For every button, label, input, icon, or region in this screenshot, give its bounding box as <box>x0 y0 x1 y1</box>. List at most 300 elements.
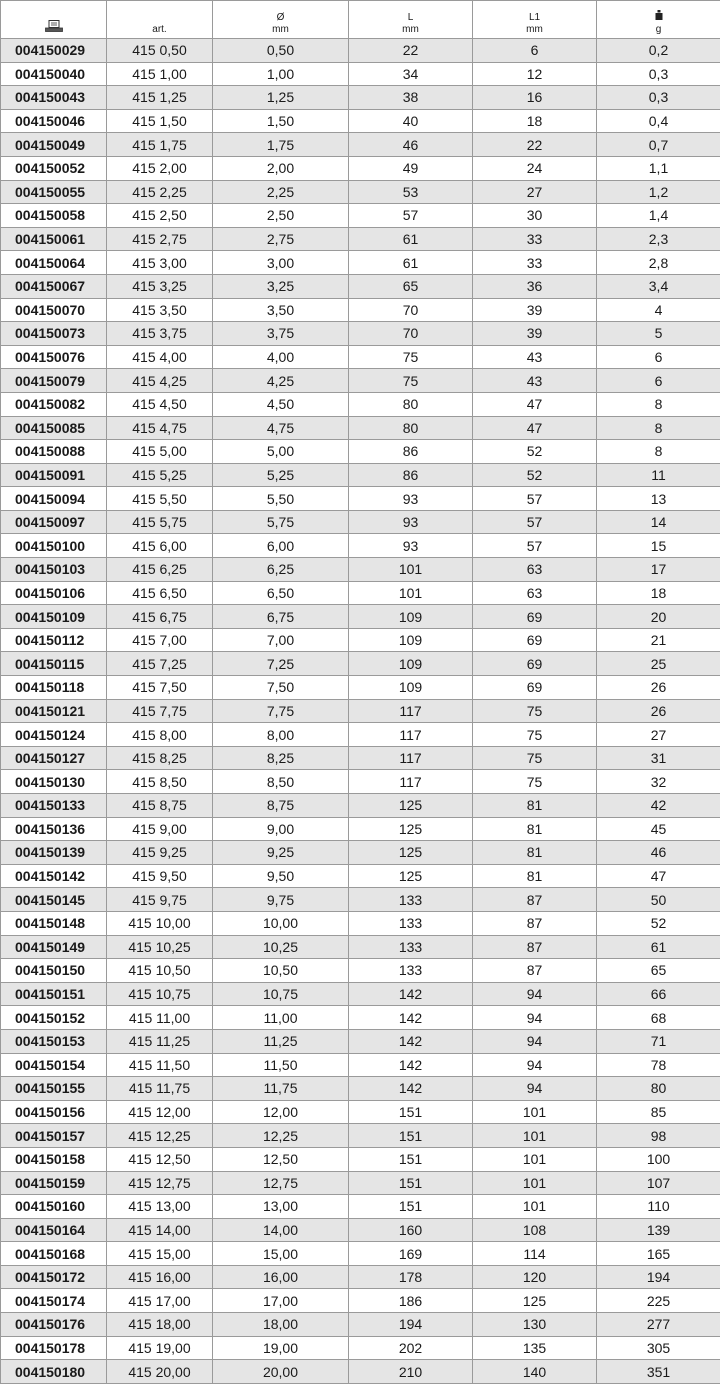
cell-diameter: 8,25 <box>213 746 349 770</box>
cell-l1: 87 <box>473 935 597 959</box>
cell-weight: 98 <box>597 1124 720 1148</box>
cell-l1: 18 <box>473 109 597 133</box>
table-row <box>1 581 720 605</box>
cell-weight: 351 <box>597 1360 720 1384</box>
cell-weight: 21 <box>597 628 720 652</box>
cell-diameter: 9,50 <box>213 864 349 888</box>
cell-l1: 114 <box>473 1242 597 1266</box>
cell-l1: 101 <box>473 1195 597 1219</box>
cell-weight: 5 <box>597 322 720 346</box>
cell-art: 415 14,00 <box>107 1218 213 1242</box>
cell-art: 415 5,50 <box>107 487 213 511</box>
cell-l1: 69 <box>473 628 597 652</box>
cell-l1: 6 <box>473 39 597 63</box>
cell-length: 142 <box>349 1053 473 1077</box>
cell-weight: 3,4 <box>597 274 720 298</box>
cell-art: 415 9,25 <box>107 841 213 865</box>
cell-diameter: 6,00 <box>213 534 349 558</box>
cell-diameter: 15,00 <box>213 1242 349 1266</box>
cell-diameter: 18,00 <box>213 1313 349 1337</box>
table-row <box>1 1218 720 1242</box>
product-code-icon <box>45 20 63 35</box>
table-row <box>1 699 720 723</box>
cell-l1: 94 <box>473 1053 597 1077</box>
cell-art: 415 6,00 <box>107 534 213 558</box>
table-row <box>1 1289 720 1313</box>
cell-length: 151 <box>349 1171 473 1195</box>
cell-weight: 52 <box>597 911 720 935</box>
cell-weight: 0,4 <box>597 109 720 133</box>
cell-length: 109 <box>349 628 473 652</box>
cell-art: 415 18,00 <box>107 1313 213 1337</box>
cell-art: 415 5,00 <box>107 440 213 464</box>
header-l1 <box>473 1 597 39</box>
cell-diameter: 2,00 <box>213 156 349 180</box>
table-row <box>1 322 720 346</box>
l1-symbol: L1 <box>473 12 596 24</box>
table-body <box>1 39 720 1384</box>
cell-code: 004150085 <box>1 416 107 440</box>
cell-length: 117 <box>349 746 473 770</box>
cell-code: 004150049 <box>1 133 107 157</box>
cell-art: 415 4,00 <box>107 345 213 369</box>
cell-l1: 39 <box>473 322 597 346</box>
table-row <box>1 392 720 416</box>
cell-diameter: 4,50 <box>213 392 349 416</box>
cell-l1: 75 <box>473 699 597 723</box>
table-row <box>1 1265 720 1289</box>
cell-length: 125 <box>349 794 473 818</box>
cell-art: 415 1,25 <box>107 86 213 110</box>
cell-code: 004150158 <box>1 1147 107 1171</box>
table-row <box>1 463 720 487</box>
cell-l1: 47 <box>473 392 597 416</box>
table-row <box>1 817 720 841</box>
cell-art: 415 8,75 <box>107 794 213 818</box>
cell-art: 415 2,50 <box>107 204 213 228</box>
cell-art: 415 7,75 <box>107 699 213 723</box>
table-row <box>1 1195 720 1219</box>
cell-length: 49 <box>349 156 473 180</box>
header-row <box>1 1 720 39</box>
cell-l1: 47 <box>473 416 597 440</box>
cell-code: 004150154 <box>1 1053 107 1077</box>
cell-diameter: 7,50 <box>213 676 349 700</box>
cell-art: 415 7,50 <box>107 676 213 700</box>
cell-weight: 4 <box>597 298 720 322</box>
cell-diameter: 6,50 <box>213 581 349 605</box>
length-unit: mm <box>349 24 472 35</box>
cell-code: 004150112 <box>1 628 107 652</box>
cell-art: 415 3,25 <box>107 274 213 298</box>
cell-diameter: 8,75 <box>213 794 349 818</box>
cell-diameter: 12,25 <box>213 1124 349 1148</box>
cell-l1: 108 <box>473 1218 597 1242</box>
cell-diameter: 4,25 <box>213 369 349 393</box>
cell-art: 415 4,75 <box>107 416 213 440</box>
table-row <box>1 416 720 440</box>
cell-length: 151 <box>349 1100 473 1124</box>
cell-diameter: 5,75 <box>213 510 349 534</box>
cell-code: 004150043 <box>1 86 107 110</box>
cell-weight: 66 <box>597 982 720 1006</box>
cell-length: 40 <box>349 109 473 133</box>
cell-art: 415 6,50 <box>107 581 213 605</box>
cell-code: 004150156 <box>1 1100 107 1124</box>
cell-l1: 120 <box>473 1265 597 1289</box>
cell-l1: 87 <box>473 911 597 935</box>
cell-code: 004150052 <box>1 156 107 180</box>
table-row <box>1 1053 720 1077</box>
header-length <box>349 1 473 39</box>
cell-art: 415 12,25 <box>107 1124 213 1148</box>
cell-code: 004150073 <box>1 322 107 346</box>
cell-length: 142 <box>349 1077 473 1101</box>
cell-weight: 305 <box>597 1336 720 1360</box>
table-row <box>1 770 720 794</box>
cell-art: 415 10,50 <box>107 959 213 983</box>
cell-length: 65 <box>349 274 473 298</box>
cell-code: 004150168 <box>1 1242 107 1266</box>
cell-length: 194 <box>349 1313 473 1337</box>
cell-l1: 140 <box>473 1360 597 1384</box>
cell-code: 004150174 <box>1 1289 107 1313</box>
cell-diameter: 0,50 <box>213 39 349 63</box>
cell-length: 117 <box>349 770 473 794</box>
cell-diameter: 11,00 <box>213 1006 349 1030</box>
cell-l1: 87 <box>473 959 597 983</box>
cell-weight: 14 <box>597 510 720 534</box>
cell-weight: 80 <box>597 1077 720 1101</box>
cell-art: 415 20,00 <box>107 1360 213 1384</box>
cell-weight: 68 <box>597 1006 720 1030</box>
cell-code: 004150148 <box>1 911 107 935</box>
cell-code: 004150029 <box>1 39 107 63</box>
cell-art: 415 3,75 <box>107 322 213 346</box>
table-row <box>1 204 720 228</box>
cell-weight: 8 <box>597 440 720 464</box>
table-row <box>1 1100 720 1124</box>
cell-diameter: 7,75 <box>213 699 349 723</box>
cell-weight: 1,4 <box>597 204 720 228</box>
cell-diameter: 9,75 <box>213 888 349 912</box>
cell-length: 93 <box>349 534 473 558</box>
cell-weight: 25 <box>597 652 720 676</box>
table-row <box>1 1242 720 1266</box>
cell-code: 004150067 <box>1 274 107 298</box>
cell-art: 415 9,50 <box>107 864 213 888</box>
cell-length: 125 <box>349 817 473 841</box>
cell-art: 415 3,00 <box>107 251 213 275</box>
cell-length: 86 <box>349 440 473 464</box>
cell-length: 86 <box>349 463 473 487</box>
cell-l1: 63 <box>473 581 597 605</box>
cell-code: 004150115 <box>1 652 107 676</box>
table-row <box>1 864 720 888</box>
cell-l1: 75 <box>473 746 597 770</box>
cell-art: 415 2,00 <box>107 156 213 180</box>
cell-length: 151 <box>349 1124 473 1148</box>
cell-l1: 16 <box>473 86 597 110</box>
cell-weight: 0,7 <box>597 133 720 157</box>
cell-l1: 101 <box>473 1171 597 1195</box>
table-row <box>1 652 720 676</box>
cell-diameter: 2,75 <box>213 227 349 251</box>
cell-length: 101 <box>349 558 473 582</box>
cell-diameter: 6,75 <box>213 605 349 629</box>
cell-l1: 57 <box>473 487 597 511</box>
cell-diameter: 4,75 <box>213 416 349 440</box>
cell-length: 46 <box>349 133 473 157</box>
table-row <box>1 676 720 700</box>
cell-art: 415 1,75 <box>107 133 213 157</box>
diameter-unit: mm <box>213 24 348 35</box>
cell-length: 151 <box>349 1195 473 1219</box>
cell-l1: 43 <box>473 369 597 393</box>
table-row <box>1 345 720 369</box>
cell-l1: 125 <box>473 1289 597 1313</box>
cell-l1: 69 <box>473 605 597 629</box>
cell-diameter: 9,25 <box>213 841 349 865</box>
cell-code: 004150142 <box>1 864 107 888</box>
table-row <box>1 1006 720 1030</box>
cell-diameter: 2,25 <box>213 180 349 204</box>
cell-code: 004150164 <box>1 1218 107 1242</box>
cell-length: 210 <box>349 1360 473 1384</box>
cell-l1: 130 <box>473 1313 597 1337</box>
cell-art: 415 13,00 <box>107 1195 213 1219</box>
cell-art: 415 12,00 <box>107 1100 213 1124</box>
cell-diameter: 9,00 <box>213 817 349 841</box>
table-row <box>1 369 720 393</box>
cell-art: 415 0,50 <box>107 39 213 63</box>
table-row <box>1 1147 720 1171</box>
cell-l1: 33 <box>473 251 597 275</box>
cell-art: 415 8,00 <box>107 723 213 747</box>
table-row <box>1 534 720 558</box>
cell-code: 004150046 <box>1 109 107 133</box>
cell-diameter: 12,50 <box>213 1147 349 1171</box>
cell-l1: 57 <box>473 534 597 558</box>
cell-diameter: 10,75 <box>213 982 349 1006</box>
cell-diameter: 8,50 <box>213 770 349 794</box>
cell-weight: 0,2 <box>597 39 720 63</box>
cell-code: 004150136 <box>1 817 107 841</box>
cell-diameter: 14,00 <box>213 1218 349 1242</box>
table-row <box>1 274 720 298</box>
cell-code: 004150180 <box>1 1360 107 1384</box>
cell-l1: 69 <box>473 676 597 700</box>
cell-code: 004150040 <box>1 62 107 86</box>
cell-weight: 107 <box>597 1171 720 1195</box>
cell-art: 415 19,00 <box>107 1336 213 1360</box>
cell-code: 004150133 <box>1 794 107 818</box>
cell-length: 61 <box>349 227 473 251</box>
cell-weight: 15 <box>597 534 720 558</box>
cell-length: 70 <box>349 322 473 346</box>
cell-code: 004150064 <box>1 251 107 275</box>
cell-l1: 81 <box>473 794 597 818</box>
cell-diameter: 3,50 <box>213 298 349 322</box>
cell-length: 93 <box>349 510 473 534</box>
cell-diameter: 19,00 <box>213 1336 349 1360</box>
cell-length: 117 <box>349 699 473 723</box>
cell-weight: 46 <box>597 841 720 865</box>
cell-weight: 61 <box>597 935 720 959</box>
cell-l1: 43 <box>473 345 597 369</box>
cell-l1: 94 <box>473 1077 597 1101</box>
table-row <box>1 935 720 959</box>
cell-code: 004150100 <box>1 534 107 558</box>
cell-art: 415 17,00 <box>107 1289 213 1313</box>
cell-art: 415 16,00 <box>107 1265 213 1289</box>
cell-l1: 39 <box>473 298 597 322</box>
cell-diameter: 6,25 <box>213 558 349 582</box>
cell-code: 004150155 <box>1 1077 107 1101</box>
cell-l1: 101 <box>473 1124 597 1148</box>
cell-diameter: 13,00 <box>213 1195 349 1219</box>
cell-code: 004150103 <box>1 558 107 582</box>
cell-length: 93 <box>349 487 473 511</box>
cell-weight: 78 <box>597 1053 720 1077</box>
cell-art: 415 10,25 <box>107 935 213 959</box>
header-diameter <box>213 1 349 39</box>
cell-diameter: 20,00 <box>213 1360 349 1384</box>
cell-weight: 225 <box>597 1289 720 1313</box>
cell-length: 70 <box>349 298 473 322</box>
cell-weight: 100 <box>597 1147 720 1171</box>
table-row <box>1 251 720 275</box>
cell-code: 004150160 <box>1 1195 107 1219</box>
cell-length: 125 <box>349 841 473 865</box>
cell-length: 109 <box>349 605 473 629</box>
cell-art: 415 1,00 <box>107 62 213 86</box>
cell-art: 415 5,25 <box>107 463 213 487</box>
cell-length: 117 <box>349 723 473 747</box>
header-weight <box>597 1 720 39</box>
cell-code: 004150178 <box>1 1336 107 1360</box>
table-row <box>1 298 720 322</box>
cell-code: 004150121 <box>1 699 107 723</box>
table-row <box>1 911 720 935</box>
cell-art: 415 4,25 <box>107 369 213 393</box>
cell-l1: 22 <box>473 133 597 157</box>
cell-weight: 0,3 <box>597 62 720 86</box>
cell-diameter: 10,25 <box>213 935 349 959</box>
cell-weight: 17 <box>597 558 720 582</box>
cell-diameter: 7,25 <box>213 652 349 676</box>
cell-weight: 65 <box>597 959 720 983</box>
cell-l1: 101 <box>473 1100 597 1124</box>
cell-diameter: 10,50 <box>213 959 349 983</box>
cell-length: 53 <box>349 180 473 204</box>
cell-length: 75 <box>349 369 473 393</box>
cell-weight: 45 <box>597 817 720 841</box>
cell-weight: 277 <box>597 1313 720 1337</box>
cell-diameter: 4,00 <box>213 345 349 369</box>
cell-art: 415 9,75 <box>107 888 213 912</box>
cell-weight: 11 <box>597 463 720 487</box>
cell-weight: 1,1 <box>597 156 720 180</box>
table-row <box>1 227 720 251</box>
table-row <box>1 1313 720 1337</box>
weight-icon <box>597 10 720 24</box>
cell-l1: 33 <box>473 227 597 251</box>
table-row <box>1 605 720 629</box>
cell-diameter: 1,75 <box>213 133 349 157</box>
cell-code: 004150145 <box>1 888 107 912</box>
cell-art: 415 6,75 <box>107 605 213 629</box>
cell-diameter: 12,75 <box>213 1171 349 1195</box>
cell-diameter: 2,50 <box>213 204 349 228</box>
cell-l1: 135 <box>473 1336 597 1360</box>
cell-length: 142 <box>349 1029 473 1053</box>
cell-code: 004150172 <box>1 1265 107 1289</box>
cell-l1: 27 <box>473 180 597 204</box>
table-row <box>1 959 720 983</box>
cell-art: 415 7,25 <box>107 652 213 676</box>
cell-art: 415 6,25 <box>107 558 213 582</box>
cell-art: 415 5,75 <box>107 510 213 534</box>
cell-l1: 69 <box>473 652 597 676</box>
cell-l1: 75 <box>473 723 597 747</box>
length-symbol: L <box>349 12 472 24</box>
table-row <box>1 156 720 180</box>
cell-weight: 1,2 <box>597 180 720 204</box>
cell-length: 75 <box>349 345 473 369</box>
cell-code: 004150159 <box>1 1171 107 1195</box>
cell-length: 109 <box>349 652 473 676</box>
table-row <box>1 1124 720 1148</box>
table-row <box>1 558 720 582</box>
cell-art: 415 10,75 <box>107 982 213 1006</box>
cell-diameter: 3,00 <box>213 251 349 275</box>
cell-code: 004150150 <box>1 959 107 983</box>
table-row <box>1 841 720 865</box>
cell-art: 415 15,00 <box>107 1242 213 1266</box>
cell-code: 004150130 <box>1 770 107 794</box>
cell-length: 178 <box>349 1265 473 1289</box>
table-row <box>1 1336 720 1360</box>
cell-code: 004150152 <box>1 1006 107 1030</box>
cell-art: 415 11,50 <box>107 1053 213 1077</box>
cell-art: 415 9,00 <box>107 817 213 841</box>
cell-l1: 94 <box>473 1029 597 1053</box>
cell-code: 004150139 <box>1 841 107 865</box>
cell-l1: 24 <box>473 156 597 180</box>
cell-weight: 26 <box>597 676 720 700</box>
cell-code: 004150076 <box>1 345 107 369</box>
cell-l1: 52 <box>473 440 597 464</box>
cell-art: 415 1,50 <box>107 109 213 133</box>
cell-length: 142 <box>349 1006 473 1030</box>
cell-length: 151 <box>349 1147 473 1171</box>
cell-diameter: 5,00 <box>213 440 349 464</box>
cell-length: 186 <box>349 1289 473 1313</box>
table-row <box>1 62 720 86</box>
cell-weight: 31 <box>597 746 720 770</box>
cell-art: 415 11,25 <box>107 1029 213 1053</box>
cell-code: 004150127 <box>1 746 107 770</box>
table-row <box>1 982 720 1006</box>
cell-weight: 50 <box>597 888 720 912</box>
cell-diameter: 11,50 <box>213 1053 349 1077</box>
cell-length: 34 <box>349 62 473 86</box>
cell-length: 133 <box>349 888 473 912</box>
cell-length: 109 <box>349 676 473 700</box>
cell-art: 415 3,50 <box>107 298 213 322</box>
cell-length: 38 <box>349 86 473 110</box>
